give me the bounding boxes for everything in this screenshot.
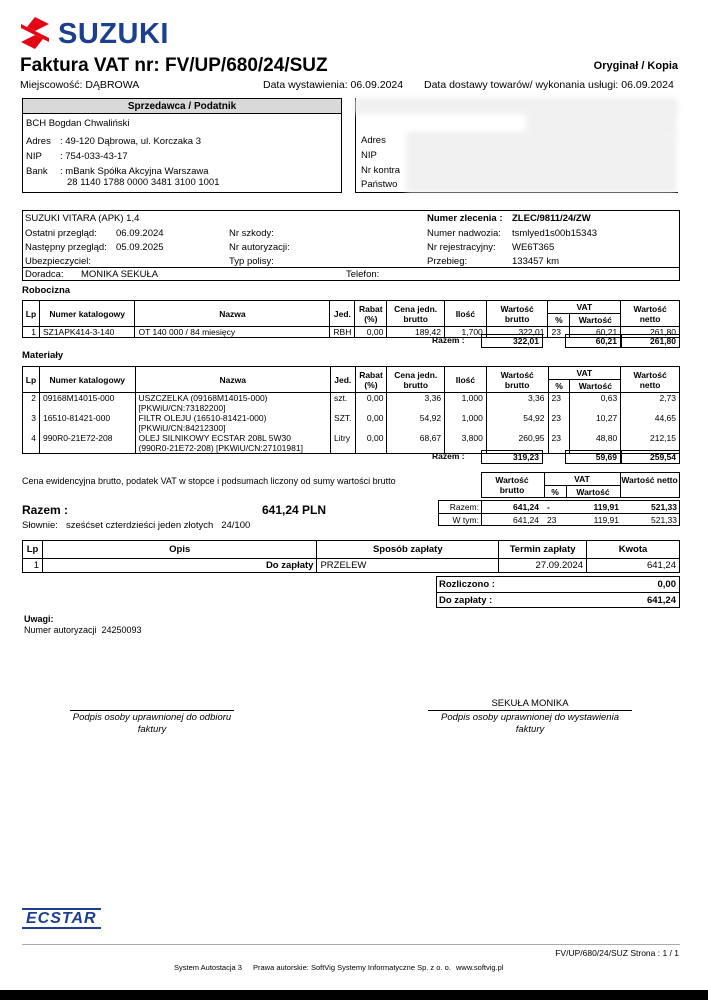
col-discount: Rabat (%) bbox=[355, 301, 387, 327]
labor-title: Robocizna bbox=[22, 285, 71, 296]
buyer-country-label: Państwo bbox=[361, 179, 398, 190]
col-discount: Rabat (%) bbox=[355, 367, 387, 393]
suzuki-s-icon bbox=[18, 16, 52, 50]
materials-sum-gross: 319,23 bbox=[481, 450, 543, 464]
materials-sum-vat: 59,69 bbox=[565, 450, 621, 464]
col-net: Wartość netto bbox=[621, 301, 680, 327]
suzuki-logo bbox=[18, 16, 188, 52]
pay-col-desc: Opis bbox=[42, 541, 316, 559]
col-lp: Lp bbox=[23, 367, 40, 393]
col-vat-pct: % bbox=[548, 314, 570, 327]
col-vat: VAT bbox=[548, 301, 621, 314]
price-note: Cena ewidencyjna brutto, podatek VAT w stopce i podsumach liczony od sumy wartości brutto bbox=[22, 476, 396, 486]
seller-nip: : 754-033-43-17 bbox=[60, 151, 128, 162]
settled-box bbox=[436, 576, 680, 608]
col-unit-price: Cena jedn. brutto bbox=[387, 301, 445, 327]
settled-label: Rozliczono : bbox=[439, 579, 495, 590]
copyright: Prawa autorskie: SoftVig Systemy Informatyczne Sp. z o. o. bbox=[253, 963, 451, 972]
col-unit: Jed. bbox=[331, 367, 355, 393]
table-row: 2 09168M14015-000 USZCZELKA (09168M14015-000) [PKWiU/CN:73182200] szt. 0,00 3,36 1,000 3,36 23 0,63 2,73 bbox=[23, 393, 680, 414]
col-qty: Ilość bbox=[444, 301, 486, 327]
col-vat-value: Wartość bbox=[570, 314, 621, 327]
damage-label: Nr szkody: bbox=[229, 228, 274, 239]
buyer-address-label: Adres bbox=[361, 135, 386, 146]
table-row: 1 Do zapłaty PRZELEW 27.09.2024 641,24 bbox=[23, 559, 680, 573]
policy-label: Typ polisy: bbox=[229, 256, 274, 267]
payment-table bbox=[22, 540, 680, 573]
order-label: Numer zlecenia : bbox=[427, 213, 503, 224]
labor-table bbox=[22, 300, 680, 338]
labor-sum-net: 261,80 bbox=[621, 334, 680, 348]
seller-address-label: Adres bbox=[26, 136, 51, 147]
pay-col-amount: Kwota bbox=[587, 541, 680, 559]
buyer-box bbox=[355, 98, 678, 193]
buyer-nip-label: NIP bbox=[361, 150, 377, 161]
advisor-label: Doradca: bbox=[25, 269, 64, 280]
website: www.softvig.pl bbox=[456, 963, 504, 972]
receiver-signature: Podpis osoby uprawnionej do odbioru faktury bbox=[70, 710, 234, 736]
next-service-label: Następny przegląd: bbox=[25, 242, 107, 253]
materials-sum-label: Razem : bbox=[432, 451, 465, 461]
labor-sum-gross: 322,01 bbox=[481, 334, 543, 348]
mileage-label: Przebieg: bbox=[427, 256, 468, 267]
mileage: 133457 km bbox=[512, 256, 560, 267]
order-number: ZLEC/9811/24/ZW bbox=[512, 213, 591, 224]
vehicle-model: SUZUKI VITARA (APK) 1,4 bbox=[25, 213, 140, 224]
materials-sum-net: 259,54 bbox=[621, 450, 680, 464]
system-name: System Autostacja 3 bbox=[174, 963, 242, 972]
pay-col-due: Termin zapłaty bbox=[499, 541, 587, 559]
col-gross: Wartość brutto bbox=[486, 367, 548, 393]
invoice-title: Faktura VAT nr: FV/UP/680/24/SUZ bbox=[20, 55, 328, 76]
col-qty: Ilość bbox=[445, 367, 487, 393]
seller-box bbox=[22, 98, 342, 193]
col-catalog: Numer katalogowy bbox=[39, 301, 134, 327]
col-lp: Lp bbox=[23, 301, 40, 327]
buyer-contractor-label: Nr kontra bbox=[361, 165, 401, 176]
seller-header: Sprzedawca / Podatnik bbox=[23, 99, 341, 114]
phone-label: Telefon: bbox=[346, 269, 380, 280]
seller-nip-label: NIP bbox=[26, 151, 42, 162]
table-row: 3 16510-81421-000 FILTR OLEJU (16510-81421-000) [PKWiU/CN:84212300] SZT. 0,00 54,92 1,000 54,92 23 10,27 44,65 bbox=[23, 413, 680, 433]
words-label: Słownie: bbox=[22, 520, 58, 531]
bottom-bar bbox=[0, 990, 708, 1000]
col-catalog: Numer katalogowy bbox=[39, 367, 135, 393]
vin-label: Numer nadwozia: bbox=[427, 228, 501, 239]
summary-header: Wartość brutto VAT % Wartość Wartość netto bbox=[481, 472, 680, 498]
pay-col-lp: Lp bbox=[23, 541, 43, 559]
copy-label: Oryginał / Kopia bbox=[593, 60, 678, 72]
seller-name: BCH Bogdan Chwaliński bbox=[26, 118, 130, 129]
last-service-label: Ostatni przegląd: bbox=[25, 228, 97, 239]
to-pay-label: Do zapłaty : bbox=[439, 595, 493, 606]
col-unit-price: Cena jedn. brutto bbox=[387, 367, 445, 393]
brand-name: SUZUKI bbox=[58, 18, 169, 50]
delivery-date: Data dostawy towarów/ wykonania usługi: 06.09.2024 bbox=[424, 79, 674, 91]
next-service: 05.09.2025 bbox=[116, 242, 164, 253]
ecstar-logo: ECSTAR bbox=[22, 910, 101, 928]
reg-label: Nr rejestracyjny: bbox=[427, 242, 496, 253]
col-gross: Wartość brutto bbox=[486, 301, 548, 327]
labor-sum-label: Razem : bbox=[432, 335, 465, 345]
settled-value: 0,00 bbox=[657, 579, 676, 590]
materials-title: Materiały bbox=[22, 350, 64, 361]
total-label: Razem : bbox=[22, 503, 69, 517]
issue-date: Data wystawienia: 06.09.2024 bbox=[263, 79, 404, 91]
issuer-name: SEKUŁA MONIKA bbox=[491, 698, 569, 709]
table-row: 4 990R0-21E72-208 OLEJ SILNIKOWY ECSTAR 208L 5W30 (990R0-21E72-208) [PKWiU/CN:27101981] Litry 0,00 68,67 3,800 260,95 23 48,80 212,15 bbox=[23, 433, 680, 454]
col-unit: Jed. bbox=[330, 301, 355, 327]
buyer-data-redacted bbox=[406, 132, 676, 192]
summary-table: Razem: 641,24 - 119,91 521,33 W tym: 641,24 23 119,91 521,33 bbox=[438, 500, 680, 526]
issuer-signature: Podpis osoby uprawnionej do wystawienia faktury bbox=[428, 710, 632, 736]
page-number: FV/UP/680/24/SUZ Strona : 1 / 1 bbox=[555, 948, 679, 958]
advisor: MONIKA SEKUŁA bbox=[81, 269, 159, 280]
pay-col-method: Sposób zapłaty bbox=[317, 541, 499, 559]
auth-label: Nr autoryzacji: bbox=[229, 242, 290, 253]
materials-table bbox=[22, 366, 680, 454]
col-vat-value: Wartość bbox=[570, 380, 621, 393]
place: Miejscowość: DĄBROWA bbox=[20, 79, 140, 91]
seller-address: : 49-120 Dąbrowa, ul. Korczaka 3 bbox=[60, 136, 201, 147]
col-net: Wartość netto bbox=[621, 367, 680, 393]
total-amount: 641,24 PLN bbox=[262, 503, 327, 517]
vin: tsmlyed1s00b15343 bbox=[512, 228, 598, 239]
seller-bank: : mBank Spółka Akcyjna Warszawa bbox=[60, 166, 209, 177]
last-service: 06.09.2024 bbox=[116, 228, 164, 239]
col-name: Nazwa bbox=[135, 367, 331, 393]
insurer-label: Ubezpieczyciel: bbox=[25, 256, 91, 267]
col-name: Nazwa bbox=[135, 301, 330, 327]
remarks-title: Uwagi: bbox=[24, 614, 54, 624]
seller-account: 28 1140 1788 0000 3481 3100 1001 bbox=[67, 177, 220, 188]
reg: WE6T365 bbox=[512, 242, 555, 253]
labor-sum-vat: 60,21 bbox=[565, 334, 621, 348]
amount-in-words: sześćset czterdzieści jeden złotych 24/100 bbox=[66, 520, 251, 531]
vehicle-box bbox=[22, 210, 680, 281]
seller-bank-label: Bank bbox=[26, 166, 48, 177]
col-vat: VAT bbox=[548, 367, 621, 380]
to-pay-value: 641,24 bbox=[646, 595, 676, 606]
col-vat-pct: % bbox=[548, 380, 570, 393]
table-row: 1 SZ1APK414-3-140 OT 140 000 / 84 miesięcy RBH 0,00 189,42 1,700 322,01 23 60,21 261,80 bbox=[23, 327, 680, 338]
remarks-text: Numer autoryzacji 24250093 bbox=[24, 625, 142, 635]
